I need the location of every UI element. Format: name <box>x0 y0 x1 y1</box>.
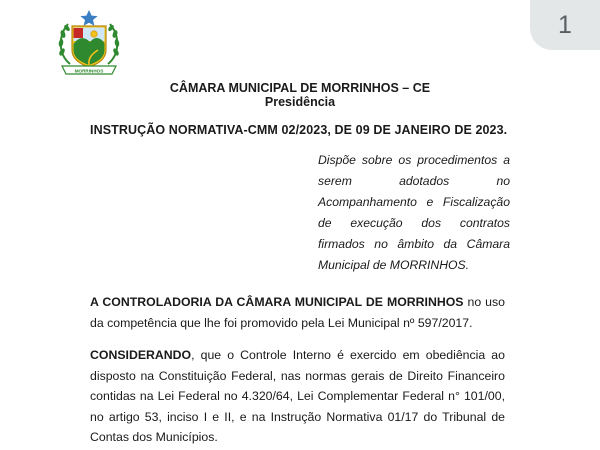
crest-scroll-text: MORRINHOS <box>74 68 104 74</box>
page-number-badge <box>530 0 600 50</box>
paragraph-considerando <box>90 345 505 448</box>
paragraph-controladoria <box>90 292 505 333</box>
page-number: 1 <box>558 10 572 39</box>
paragraph-controladoria-bold: A CONTROLADORIA DA CÂMARA MUNICIPAL DE MORRINHOS <box>90 295 464 309</box>
presidency-subtitle: Presidência <box>264 95 336 109</box>
chamber-title: CÂMARA MUNICIPAL DE MORRINHOS – CE <box>169 81 431 95</box>
instruction-title: INSTRUÇÃO NORMATIVA-CMM 02/2023, DE 09 DE JANEIRO DE 2023. <box>90 123 508 137</box>
ementa-summary: Dispõe sobre os procedimentos a serem adotados no Acompanhamento e Fiscalização de execução dos contratos firmados no âmbito da Câmara Municipal de MORRINHOS. <box>318 153 510 273</box>
municipal-crest-icon <box>50 8 128 76</box>
paragraph-controladoria-text: no uso da competência que lhe foi promovido pela Lei Municipal nº 597/2017. <box>90 295 505 330</box>
paragraph-considerando-text: , que o Controle Interno é exercido em obediência ao disposto na Constituição Federal, nas normas gerais de Direito Financeiro contidas na Lei Federal no 4.320/64, Lei Complementar Federal n° 101/00, no artigo 53, inciso I e II, e na Instrução Normativa 01/17 do Tribunal de Contas dos Municípios. <box>90 348 505 445</box>
paragraph-considerando-bold: CONSIDERANDO <box>90 348 192 362</box>
